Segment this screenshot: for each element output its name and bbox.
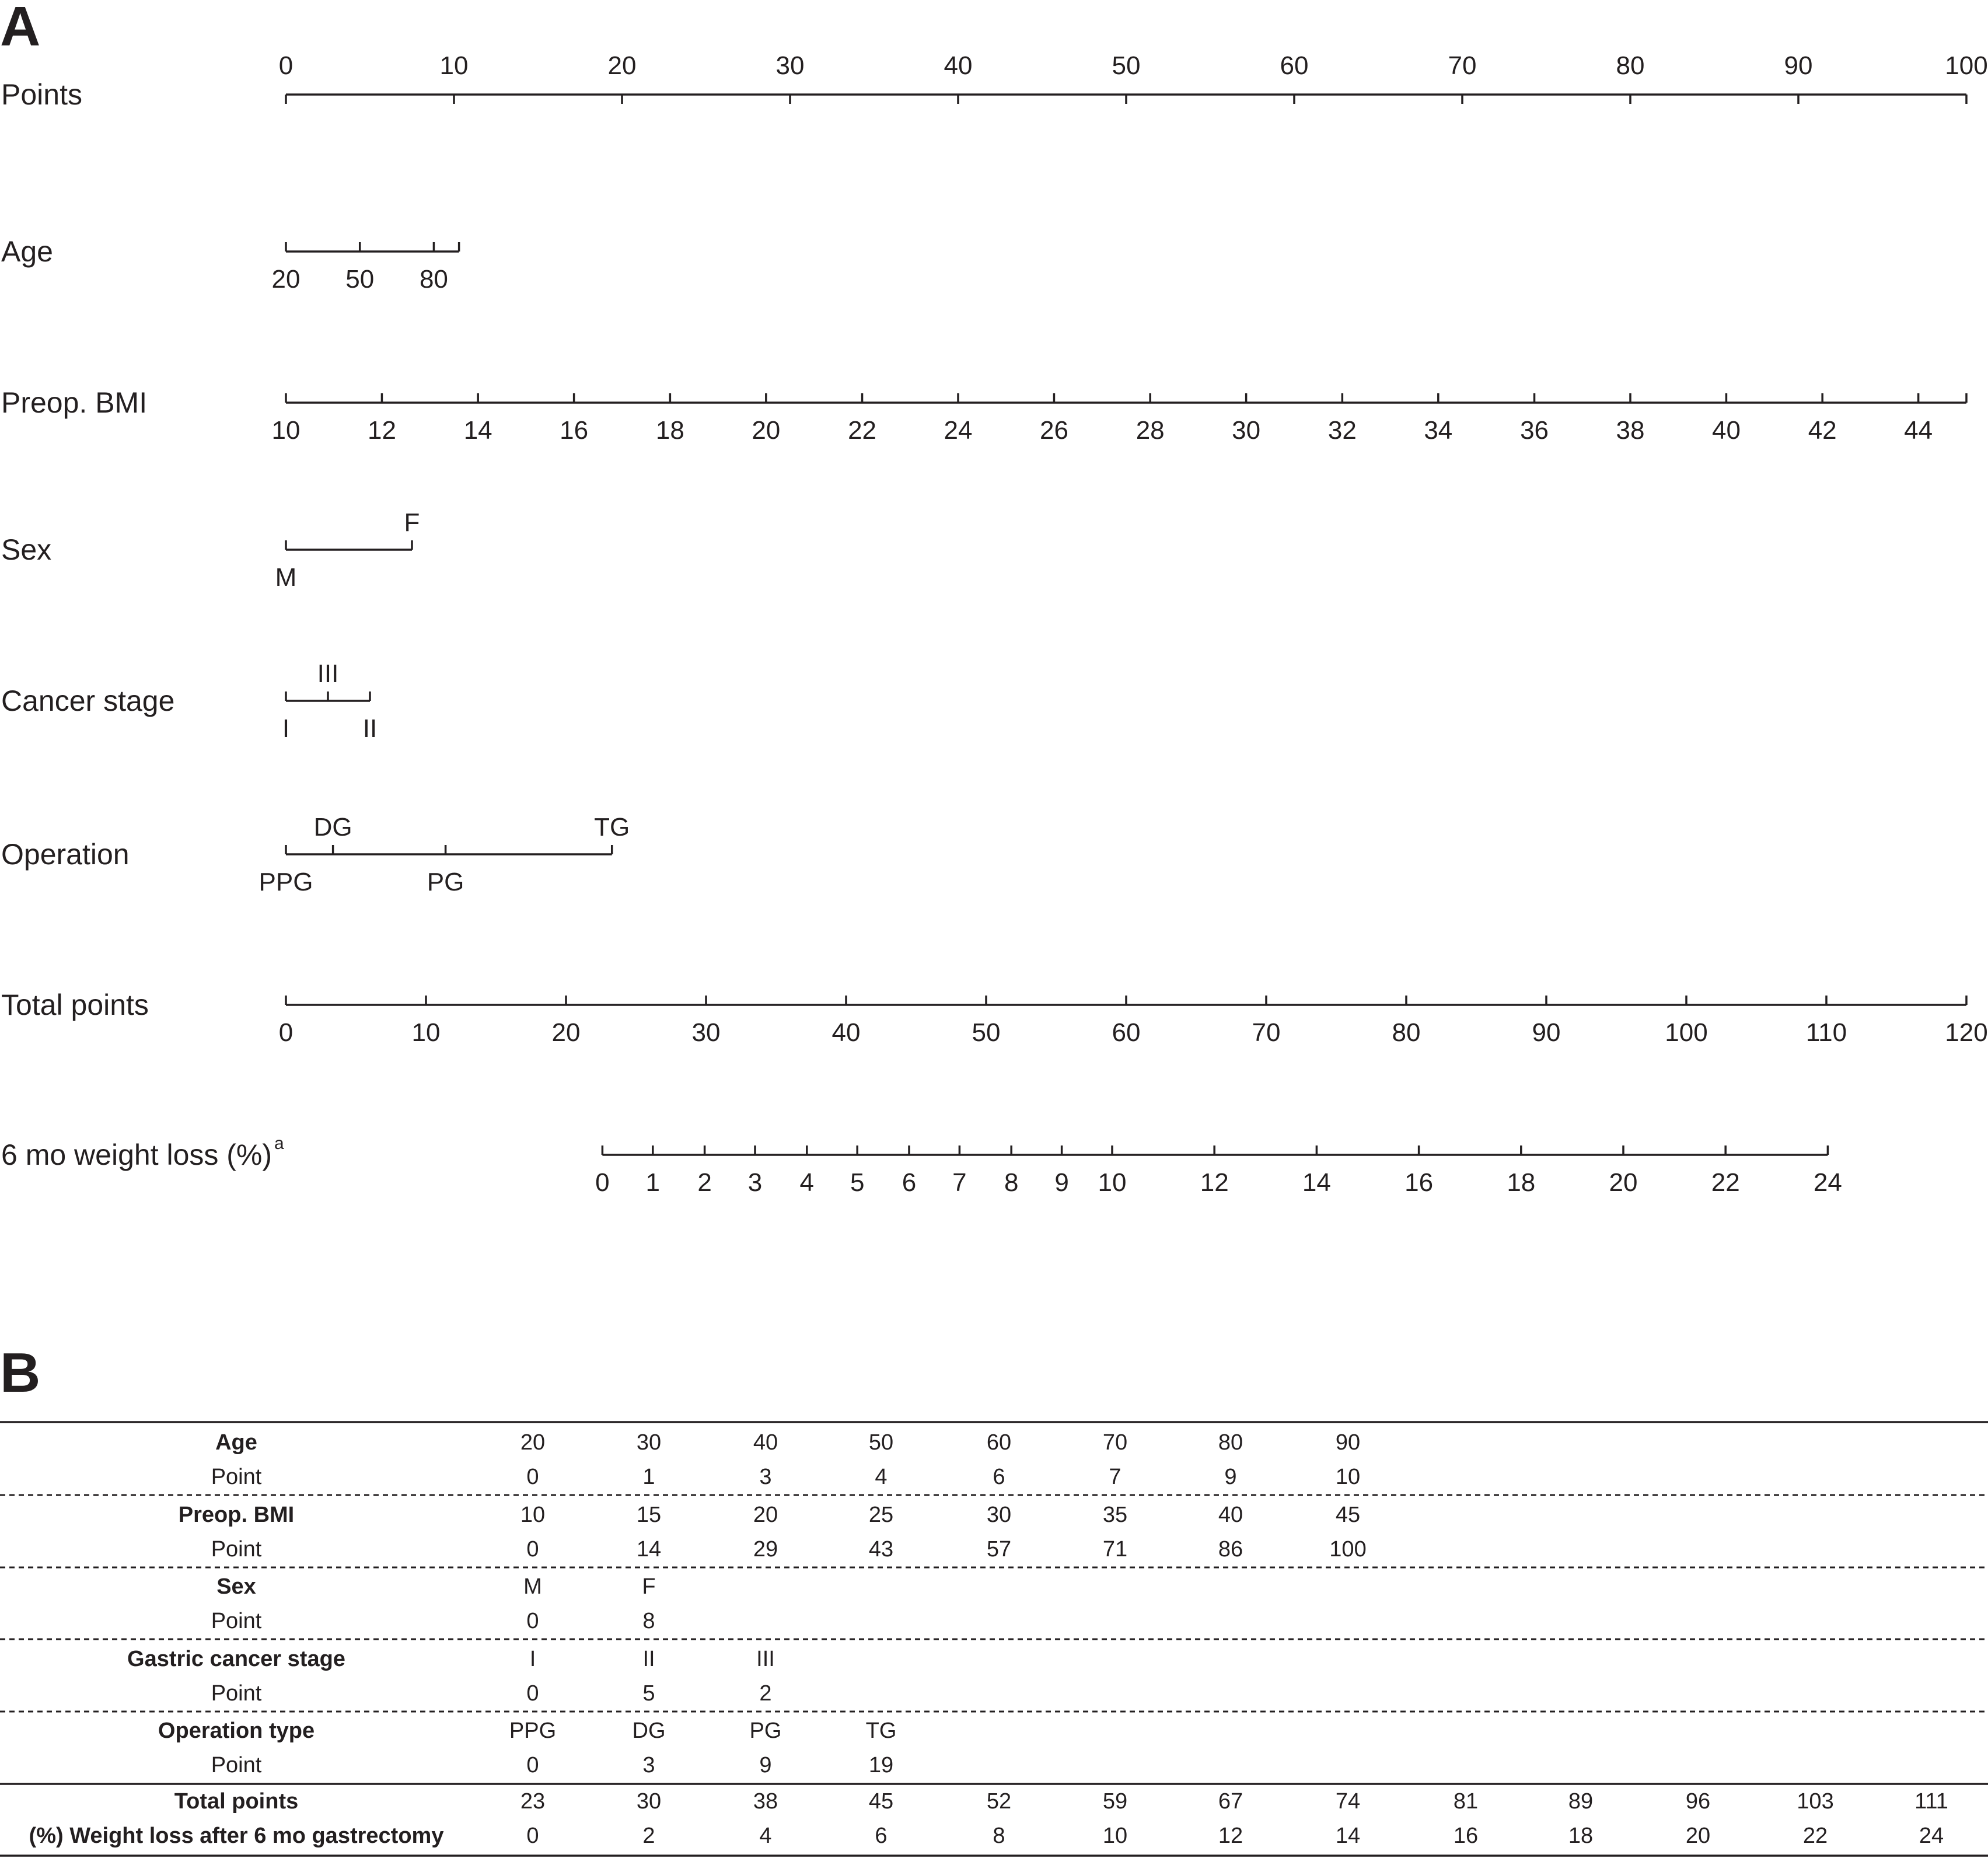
tick-label: 18 [655,416,684,445]
row-label: Operation type [158,1719,315,1743]
tick-label: 32 [1327,416,1357,445]
row-label: Sex [216,1574,256,1599]
tick-label: 90 [1532,1018,1561,1047]
row-label: Point [211,1537,262,1562]
table-cell: 103 [1797,1789,1834,1814]
table-cell: 6 [993,1465,1005,1489]
tick-label: 10 [271,416,301,445]
table-cell: 2 [759,1681,772,1706]
table-cell: II [642,1647,655,1671]
tick-label: DG [313,813,352,841]
score-table [0,1422,1988,1856]
tick-label: 70 [1252,1018,1281,1047]
tick-label: 30 [775,51,805,80]
table-row [211,1537,1367,1562]
tick-label: 20 [551,1018,581,1047]
scale-label-points: Points [1,78,82,111]
panel-label-a: A [0,0,41,58]
tick-label: 40 [831,1018,861,1047]
table-cell: 100 [1329,1537,1367,1562]
tick-label: 16 [560,416,589,445]
table-cell: 81 [1453,1789,1479,1814]
table-row [215,1430,1360,1455]
table-cell: 4 [875,1465,888,1489]
table-cell: 86 [1218,1537,1243,1562]
tick-label: 6 [902,1168,917,1197]
table-cell: F [642,1574,656,1599]
table-cell: 40 [1218,1503,1243,1527]
table-cell: 1 [642,1465,655,1489]
tick-label: 50 [972,1018,1001,1047]
scale-age [1,235,459,294]
scale-label-stage: Cancer stage [1,684,175,717]
table-cell: TG [865,1719,897,1743]
table-cell: 67 [1218,1789,1243,1814]
table-cell: 7 [1109,1465,1121,1489]
table-row [211,1465,1360,1489]
table-cell: 90 [1335,1430,1361,1455]
tick-label: 24 [944,416,973,445]
tick-label: 38 [1616,416,1645,445]
tick-label: 70 [1448,51,1477,80]
table-cell: 9 [759,1753,772,1777]
tick-label: TG [594,813,630,841]
table-cell: 38 [753,1789,778,1814]
table-cell: 3 [759,1465,772,1489]
table-cell: 89 [1568,1789,1594,1814]
table-cell: 74 [1335,1789,1361,1814]
table-cell: 8 [642,1609,655,1633]
table-cell: 22 [1802,1824,1828,1848]
table-row [216,1574,655,1599]
scale-label-total: Total points [1,989,149,1021]
table-cell: 14 [1335,1824,1361,1848]
table-cell: 30 [986,1503,1012,1527]
table-cell: 71 [1102,1537,1128,1562]
table-cell: 59 [1102,1789,1128,1814]
row-label: Point [211,1609,262,1633]
table-cell: 20 [520,1430,546,1455]
table-row [179,1503,1360,1527]
table-cell: 23 [520,1789,546,1814]
row-label: Point [211,1681,262,1706]
table-cell: I [529,1647,536,1671]
tick-label: 22 [1711,1168,1740,1197]
table-cell: 96 [1685,1789,1711,1814]
tick-label: 40 [944,51,973,80]
table-cell: 40 [753,1430,778,1455]
table-cell: 60 [986,1430,1012,1455]
table-row [211,1753,893,1777]
tick-label: 10 [411,1018,441,1047]
tick-label: F [404,508,420,537]
tick-label: II [362,714,378,743]
tick-label: 26 [1039,416,1068,445]
tick-label: 60 [1112,1018,1141,1047]
tick-label: 14 [463,416,492,445]
tick-label: 10 [439,51,469,80]
tick-label: 18 [1507,1168,1536,1197]
tick-label: 20 [607,51,637,80]
table-cell: 5 [642,1681,655,1706]
tick-label: 20 [752,416,781,445]
table-cell: 35 [1102,1503,1128,1527]
tick-label: PG [427,868,464,896]
scale-bmi [1,386,1966,445]
tick-label: 80 [419,265,448,294]
table-cell: 3 [642,1753,655,1777]
scale-label-operation: Operation [1,838,130,871]
scale-points [1,51,1988,111]
row-label: Total points [174,1789,299,1814]
tick-label: 42 [1808,416,1837,445]
table-cell: 20 [1685,1824,1711,1848]
table-cell: 16 [1453,1824,1479,1848]
table-cell: 15 [636,1503,662,1527]
scale-sex [1,508,420,592]
scale-label-sex: Sex [1,533,52,566]
tick-label: 80 [1616,51,1645,80]
tick-label: 30 [1232,416,1261,445]
table-cell: 0 [526,1753,539,1777]
tick-label: 20 [1609,1168,1638,1197]
panel-label-b: B [0,1342,41,1404]
tick-label: 10 [1098,1168,1127,1197]
table-cell: 10 [520,1503,546,1527]
row-label: Age [215,1430,257,1455]
table-cell: 14 [636,1537,662,1562]
tick-label: 90 [1784,51,1813,80]
tick-label: 28 [1135,416,1165,445]
table-cell: 45 [1335,1503,1361,1527]
tick-label: 80 [1392,1018,1421,1047]
tick-label: 110 [1805,1018,1847,1047]
tick-label: 30 [691,1018,721,1047]
table-row [127,1647,775,1671]
scale-label-superscript: a [274,1134,284,1153]
tick-label: 50 [1112,51,1141,80]
tick-label: I [282,714,290,743]
table-cell: 0 [526,1681,539,1706]
table-cell: 18 [1568,1824,1594,1848]
table-cell: 24 [1919,1824,1944,1848]
table-cell: 4 [759,1824,772,1848]
table-cell: 10 [1102,1824,1128,1848]
scale-label-bmi: Preop. BMI [1,386,148,419]
tick-label: 7 [952,1168,967,1197]
tick-label: 3 [747,1168,763,1197]
tick-label: 40 [1711,416,1741,445]
tick-label: 34 [1424,416,1453,445]
tick-label: 5 [850,1168,865,1197]
table-cell: 8 [993,1824,1005,1848]
table-cell: 0 [526,1537,539,1562]
tick-label: M [275,563,297,592]
nomogram-scales [1,51,1988,1197]
table-cell: 52 [986,1789,1012,1814]
tick-label: 9 [1054,1168,1069,1197]
table-cell: PG [749,1719,782,1743]
row-label: Point [211,1465,262,1489]
table-row [211,1681,772,1706]
table-cell: 0 [526,1465,539,1489]
tick-label: 0 [278,51,294,80]
table-cell: 50 [868,1430,894,1455]
table-cell: 29 [753,1537,778,1562]
tick-label: 12 [1200,1168,1229,1197]
table-cell: PPG [509,1719,557,1743]
scale-label-weightloss: 6 mo weight loss (%) [1,1138,272,1171]
table-cell: 43 [868,1537,894,1562]
tick-label: III [317,659,339,688]
tick-label: 0 [595,1168,610,1197]
table-cell: 20 [753,1503,778,1527]
tick-label: 12 [367,416,396,445]
row-label: (%) Weight loss after 6 mo gastrectomy [29,1824,444,1848]
table-cell: 30 [636,1430,662,1455]
tick-label: 120 [1945,1018,1988,1047]
table-cell: 0 [526,1824,539,1848]
tick-label: 1 [645,1168,661,1197]
table-cell: 6 [875,1824,888,1848]
row-label: Point [211,1753,262,1777]
table-cell: 80 [1218,1430,1243,1455]
tick-label: 8 [1004,1168,1019,1197]
table-cell: 9 [1224,1465,1237,1489]
tick-label: 24 [1813,1168,1842,1197]
table-cell: 57 [986,1537,1012,1562]
scale-stage [1,659,377,743]
tick-label: 20 [271,265,301,294]
row-label: Preop. BMI [178,1503,295,1527]
table-cell: 111 [1914,1789,1948,1814]
table-row [174,1789,1948,1814]
table-cell: III [756,1647,775,1671]
tick-label: 0 [278,1018,294,1047]
tick-label: 50 [345,265,375,294]
tick-label: PPG [258,868,313,896]
table-cell: 12 [1218,1824,1243,1848]
tick-label: 100 [1945,51,1988,80]
tick-label: 44 [1904,416,1933,445]
table-row [158,1719,896,1743]
table-cell: 25 [868,1503,894,1527]
table-cell: 70 [1102,1430,1128,1455]
scale-total [1,989,1988,1047]
scale-label-age: Age [1,235,53,268]
row-label: Gastric cancer stage [127,1647,345,1671]
tick-label: 2 [697,1168,712,1197]
scale-weightloss [1,1134,1842,1197]
table-cell: 30 [636,1789,662,1814]
table-cell: 2 [642,1824,655,1848]
tick-label: 36 [1520,416,1549,445]
table-cell: 45 [868,1789,894,1814]
table-cell: 0 [526,1609,539,1633]
table-row [29,1824,1944,1848]
table-cell: DG [632,1719,666,1743]
tick-label: 14 [1302,1168,1331,1197]
tick-label: 16 [1404,1168,1434,1197]
scale-operation [1,813,630,896]
tick-label: 100 [1665,1018,1708,1047]
tick-label: 4 [799,1168,815,1197]
table-cell: M [523,1574,542,1599]
tick-label: 60 [1280,51,1309,80]
tick-label: 22 [848,416,877,445]
table-cell: 10 [1335,1465,1361,1489]
table-cell: 19 [868,1753,894,1777]
table-row [211,1609,655,1633]
